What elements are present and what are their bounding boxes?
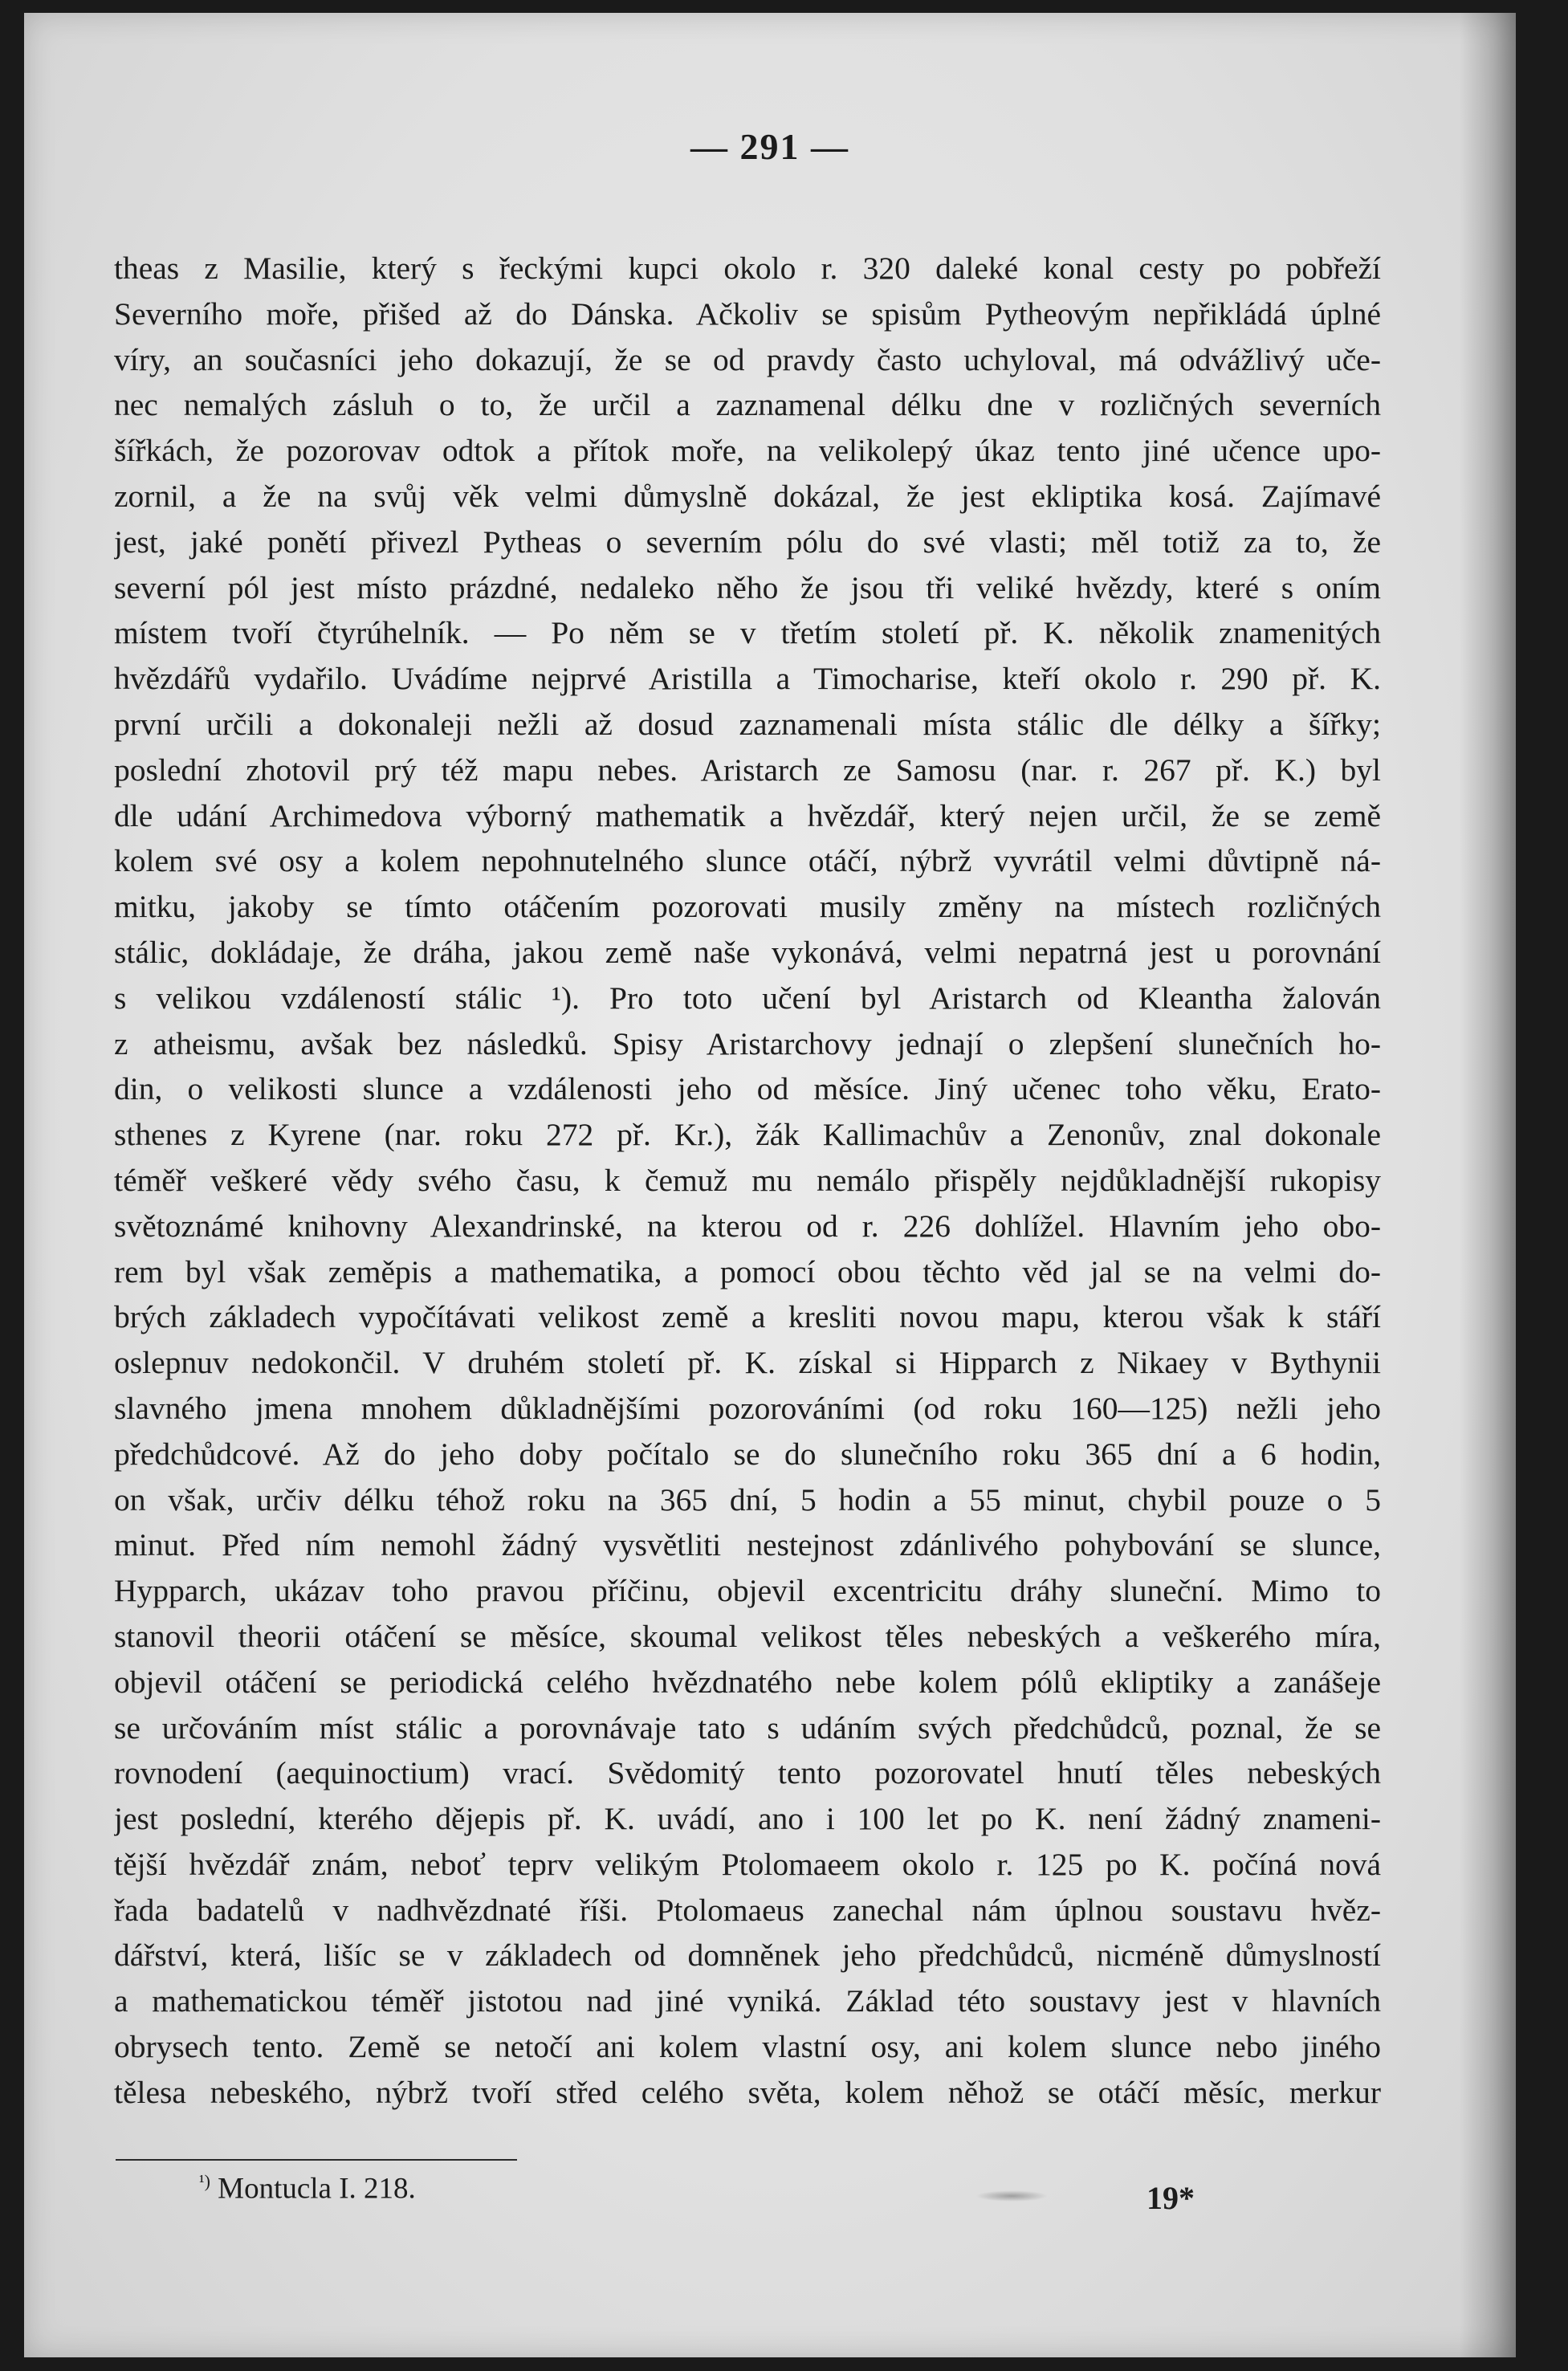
text-line: zornil, a že na svůj věk velmi důmyslně dokázal, že jest ekliptika kosá. Zajímavé: [114, 478, 1381, 514]
book-page: [24, 13, 1516, 2357]
page-gutter-shadow: [1460, 13, 1516, 2357]
text-line: Hypparch, ukázav toho pravou příčinu, objevil excentricitu dráhy sluneční. Mimo to: [114, 1573, 1381, 1609]
text-line: šířkách, že pozorovav odtok a přítok moře, na velikolepý úkaz tento jiné učence upo-: [114, 433, 1381, 469]
text-line: sthenes z Kyrene (nar. roku 272 př. Kr.), žák Kallimachův a Zenonův, znal dokonale: [114, 1117, 1381, 1153]
text-line: hvězdářů vydařilo. Uvádíme nejprvé Aristilla a Timocharise, kteří okolo r. 290 př. K.: [114, 661, 1381, 697]
text-line: s velikou vzdáleností stálic ¹). Pro toto učení byl Aristarch od Kleantha žalován: [114, 980, 1381, 1016]
text-line: objevil otáčení se periodická celého hvězdnatého nebe kolem pólů ekliptiky a zanášeje: [114, 1664, 1381, 1700]
text-line: světoznámé knihovny Alexandrinské, na kterou od r. 226 dohlížel. Hlavním jeho obo-: [114, 1208, 1381, 1244]
text-line: kolem své osy a kolem nepohnutelného slunce otáčí, nýbrž vyvrátil velmi důvtipně ná-: [114, 843, 1381, 879]
text-line: řada badatelů v nadhvězdnaté říši. Ptolomaeus zanechal nám úplnou soustavu hvěz-: [114, 1892, 1381, 1928]
text-line: víry, an současníci jeho dokazují, že se od pravdy často uchyloval, má odvážlivý uče-: [114, 341, 1381, 377]
text-line: mitku, jakoby se tímto otáčením pozorovati musily změny na místech rozličných: [114, 889, 1381, 925]
text-line: din, o velikosti slunce a vzdálenosti jeho od měsíce. Jiný učenec toho věku, Erato-: [114, 1071, 1381, 1107]
text-line: slavného jmena mnohem důkladnějšími pozorováními (od roku 160—125) nežli jeho: [114, 1390, 1381, 1426]
footnote-marker: ¹): [199, 2171, 210, 2191]
footnote-divider: [116, 2159, 517, 2161]
text-line: tější hvězdář znám, neboť teprv velikým Ptolomaeem okolo r. 125 po K. počíná nová: [114, 1846, 1381, 1882]
text-line: místem tvoří čtyrúhelník. — Po něm se v třetím století př. K. několik znamenitých: [114, 615, 1381, 651]
footnote-text: Montucla I. 218.: [218, 2172, 416, 2206]
signature-mark: 19*: [1146, 2180, 1195, 2216]
page-number: — 291 —: [690, 126, 849, 167]
body-text: [114, 246, 1381, 2116]
text-line: dářství, která, lišíc se v základech od domněnek jeho předchůdců, nicméně důmyslností: [114, 1937, 1381, 1974]
text-line: téměř veškeré vědy svého času, k čemuž mu nemálo přispěly nejdůkladnější rukopisy: [114, 1162, 1381, 1198]
text-line: brých základech vypočítávati velikost země a kresliti novou mapu, kterou však k stáří: [114, 1299, 1381, 1335]
text-line: minut. Před ním nemohl žádný vysvětliti nestejnost zdánlivého pohybování se slunce,: [114, 1527, 1381, 1563]
text-line: nec nemalých zásluh o to, že určil a zaznamenal délku dne v rozličných severních: [114, 387, 1381, 423]
ink-smudge: [975, 2190, 1048, 2202]
text-line: první určili a dokonaleji nežli až dosud zaznamenali místa stálic dle délky a šířky;: [114, 706, 1381, 742]
text-line: on však, určiv délku téhož roku na 365 dní, 5 hodin a 55 minut, chybil pouze o 5: [114, 1481, 1381, 1518]
text-line: rem byl však zeměpis a mathematika, a pomocí obou těchto věd jal se na velmi do-: [114, 1253, 1381, 1289]
text-line: se určováním míst stálic a porovnávaje tato s udáním svých předchůdců, poznal, že se: [114, 1709, 1381, 1746]
text-line: stálic, dokládaje, že dráha, jakou země naše vykonává, velmi nepatrná jest u porovnání: [114, 934, 1381, 970]
text-line: z atheismu, avšak bez následků. Spisy Aristarchovy jednají o zlepšení slunečních ho-: [114, 1025, 1381, 1061]
text-line: tělesa nebeského, nýbrž tvoří střed celého světa, kolem něhož se otáčí měsíc, merkur: [114, 2074, 1381, 2110]
text-line: předchůdcové. Až do jeho doby počítalo se do slunečního roku 365 dní a 6 hodin,: [114, 1436, 1381, 1472]
text-line: rovnodení (aequinoctium) vrací. Svědomitý tento pozorovatel hnutí těles nebeských: [114, 1755, 1381, 1791]
text-line: stanovil theorii otáčení se měsíce, skoumal velikost těles nebeských a veškerého míra,: [114, 1618, 1381, 1654]
text-line: obrysech tento. Země se netočí ani kolem vlastní osy, ani kolem slunce nebo jiného: [114, 2029, 1381, 2065]
text-line: theas z Masilie, který s řeckými kupci okolo r. 320 daleké konal cesty po pobřeží: [114, 251, 1381, 286]
text-line: jest, jaké ponětí přivezl Pytheas o severním pólu do své vlasti; měl totiž za to, že: [114, 523, 1381, 560]
text-line: jest poslední, kterého dějepis př. K. uvádí, ano i 100 let po K. není žádný znameni-: [114, 1801, 1381, 1837]
footnote: [199, 2171, 416, 2206]
text-line: Severního moře, přišed až do Dánska. Ačkoliv se spisům Pytheovým nepřikládá úplné: [114, 295, 1381, 332]
text-line: severní pól jest místo prázdné, nedaleko něho že jsou tři veliké hvězdy, které s oním: [114, 569, 1381, 605]
text-line: dle udání Archimedova výborný mathematik a hvězdář, který nejen určil, že se země: [114, 797, 1381, 833]
text-line: oslepnuv nedokončil. V druhém století př. K. získal si Hipparch z Nikaey v Bythynii: [114, 1345, 1381, 1381]
text-line: poslední zhotovil prý též mapu nebes. Aristarch ze Samosu (nar. r. 267 př. K.) byl: [114, 752, 1381, 788]
text-line: a mathematickou téměř jistotou nad jiné vyniká. Základ této soustavy jest v hlavních: [114, 1983, 1381, 2019]
